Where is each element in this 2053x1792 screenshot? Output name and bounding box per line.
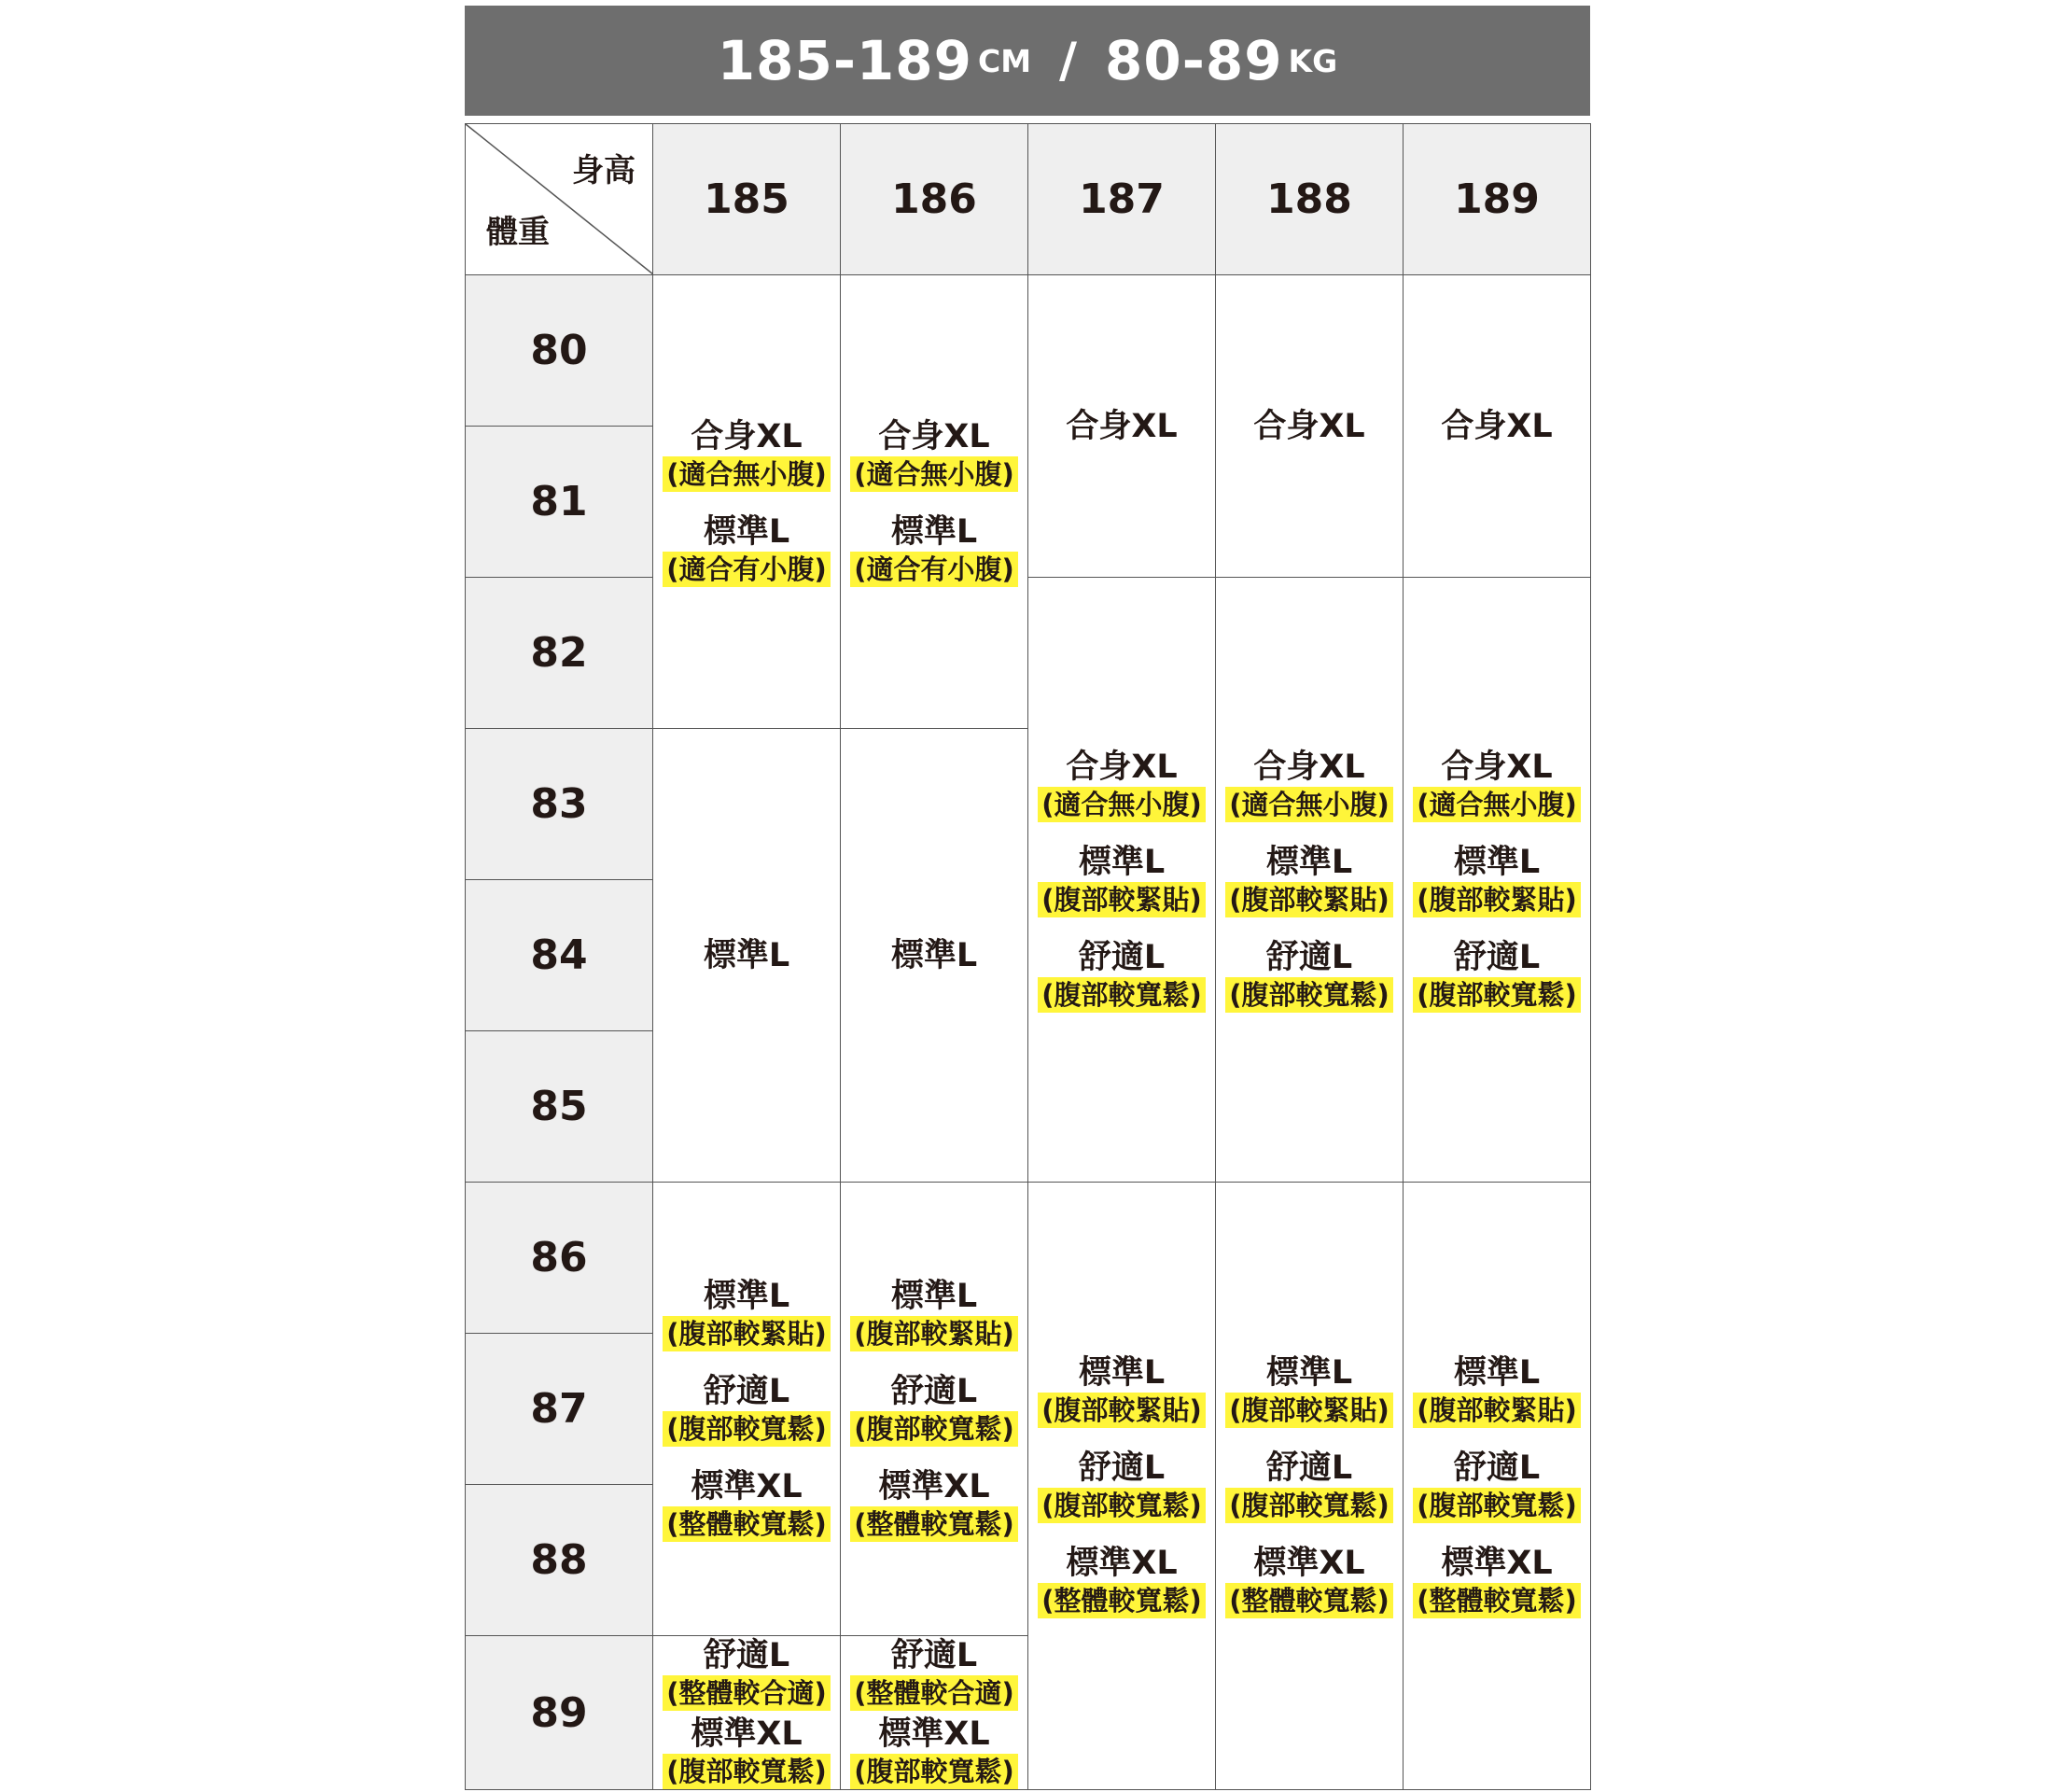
size-recommendation <box>841 1715 1027 1789</box>
size-recommendation <box>653 1277 840 1351</box>
size-recommendation <box>1216 1544 1403 1618</box>
weight-label-81: 81 <box>466 427 653 578</box>
size-name: 舒適L <box>1453 1449 1541 1487</box>
size-recommendation <box>1216 407 1403 446</box>
size-cell <box>653 1636 841 1790</box>
fit-note: (腹部較寬鬆) <box>663 1754 831 1789</box>
size-name: 舒適L <box>1265 938 1353 976</box>
table-header-row <box>466 124 1591 275</box>
size-cell <box>1404 1183 1591 1790</box>
fit-note: (腹部較寬鬆) <box>1038 977 1206 1013</box>
size-name: 舒適L <box>703 1372 790 1410</box>
size-recommendation <box>841 1372 1027 1447</box>
weight-label-88: 88 <box>466 1485 653 1636</box>
fit-note: (適合無小腹) <box>1038 787 1206 822</box>
weight-label-85: 85 <box>466 1031 653 1183</box>
fit-note: (腹部較緊貼) <box>1038 1393 1206 1428</box>
fit-note: (腹部較寬鬆) <box>1038 1488 1206 1523</box>
fit-note: (整體較寬鬆) <box>1413 1583 1581 1618</box>
size-recommendation <box>841 1277 1027 1351</box>
weight-label-87: 87 <box>466 1334 653 1485</box>
size-name: 標準L <box>1453 843 1541 881</box>
fit-note: (適合無小腹) <box>850 456 1018 492</box>
size-cell <box>1216 275 1404 578</box>
corner-cell <box>466 124 653 275</box>
height-header-187: 187 <box>1028 124 1216 275</box>
size-recommendation <box>653 512 840 587</box>
table-row <box>466 1183 1591 1334</box>
size-recommendation <box>1404 748 1590 822</box>
weight-label-89: 89 <box>466 1636 653 1790</box>
fit-note: (適合有小腹) <box>850 552 1018 587</box>
fit-note: (適合無小腹) <box>1225 787 1393 822</box>
size-name: 標準XL <box>1441 1545 1553 1582</box>
size-recommendation <box>653 1467 840 1542</box>
size-name: 標準L <box>1265 1354 1353 1392</box>
size-recommendation <box>1216 843 1403 917</box>
height-header-185: 185 <box>653 124 841 275</box>
size-cell <box>841 1183 1028 1636</box>
size-cell <box>653 729 841 1183</box>
size-name: 標準L <box>1265 843 1353 881</box>
weight-range: 80-89 <box>1105 29 1283 92</box>
size-name: 舒適L <box>890 1372 978 1410</box>
weight-label-82: 82 <box>466 578 653 729</box>
size-cell <box>1216 1183 1404 1790</box>
size-name: 舒適L <box>703 1637 790 1674</box>
size-name: 標準L <box>703 1277 790 1315</box>
fit-note: (腹部較寬鬆) <box>663 1411 831 1447</box>
size-recommendation <box>1404 407 1590 446</box>
fit-note: (腹部較緊貼) <box>663 1316 831 1351</box>
fit-note: (腹部較緊貼) <box>1413 882 1581 917</box>
size-cell <box>841 729 1028 1183</box>
size-name: 標準L <box>1453 1354 1541 1392</box>
size-recommendation <box>1216 1353 1403 1428</box>
size-name: 合身XL <box>1441 748 1553 786</box>
weight-label-84: 84 <box>466 880 653 1031</box>
size-recommendation <box>653 1372 840 1447</box>
size-name: 標準L <box>890 512 978 551</box>
size-cell <box>841 275 1028 729</box>
size-name: 標準XL <box>878 1715 990 1753</box>
size-name: 標準XL <box>691 1715 803 1753</box>
size-cell <box>1404 275 1591 578</box>
fit-note: (腹部較寬鬆) <box>850 1754 1018 1789</box>
size-recommendation <box>1028 843 1215 917</box>
size-name: 標準L <box>703 512 790 551</box>
height-range: 185-189 <box>717 29 972 92</box>
size-recommendation <box>841 936 1027 975</box>
fit-note: (適合有小腹) <box>663 552 831 587</box>
size-cell <box>1028 275 1216 578</box>
size-cell <box>841 1636 1028 1790</box>
size-name: 舒適L <box>1078 938 1166 976</box>
size-name: 舒適L <box>1265 1449 1353 1487</box>
fit-note: (整體較合適) <box>850 1675 1018 1711</box>
size-recommendation <box>841 512 1027 587</box>
fit-note: (整體較寬鬆) <box>850 1506 1018 1542</box>
fit-note: (整體較合適) <box>663 1675 831 1711</box>
size-name: 舒適L <box>1453 938 1541 976</box>
size-name: 舒適L <box>890 1637 978 1674</box>
fit-note: (腹部較寬鬆) <box>1413 1488 1581 1523</box>
fit-note: (整體較寬鬆) <box>1225 1583 1393 1618</box>
fit-note: (整體較寬鬆) <box>663 1506 831 1542</box>
fit-note: (適合無小腹) <box>1413 787 1581 822</box>
size-name: 合身XL <box>1253 748 1365 786</box>
size-recommendation <box>1028 1449 1215 1523</box>
size-recommendation <box>653 1715 840 1789</box>
height-header-188: 188 <box>1216 124 1404 275</box>
fit-note: (腹部較緊貼) <box>1225 882 1393 917</box>
size-name: 合身XL <box>1253 407 1365 445</box>
weight-label-80: 80 <box>466 275 653 427</box>
size-recommendation <box>1404 938 1590 1013</box>
fit-note: (整體較寬鬆) <box>1038 1583 1206 1618</box>
size-name: 合身XL <box>1066 748 1178 786</box>
height-unit: CM <box>977 42 1032 79</box>
size-cell <box>1028 1183 1216 1790</box>
size-recommendation <box>653 1636 840 1711</box>
size-recommendation <box>841 417 1027 492</box>
fit-note: (腹部較緊貼) <box>1225 1393 1393 1428</box>
size-cell <box>1216 578 1404 1183</box>
size-name: 合身XL <box>691 417 803 455</box>
height-axis-label: 身高 <box>572 152 635 189</box>
table-row <box>466 275 1591 427</box>
fit-note: (腹部較寬鬆) <box>1225 1488 1393 1523</box>
size-name: 標準L <box>1078 843 1166 881</box>
size-name: 標準L <box>703 936 790 974</box>
size-name: 標準XL <box>691 1467 803 1505</box>
size-name: 合身XL <box>1441 407 1553 445</box>
size-cell <box>653 1183 841 1636</box>
size-cell <box>1028 578 1216 1183</box>
size-name: 標準L <box>1078 1354 1166 1392</box>
size-name: 標準L <box>890 1277 978 1315</box>
weight-axis-label: 體重 <box>486 214 550 251</box>
size-recommendation <box>1028 1353 1215 1428</box>
weight-unit: KG <box>1288 42 1338 79</box>
size-recommendation <box>1028 938 1215 1013</box>
size-name: 合身XL <box>878 417 990 455</box>
fit-note: (腹部較緊貼) <box>1413 1393 1581 1428</box>
fit-note: (腹部較寬鬆) <box>1225 977 1393 1013</box>
fit-note: (腹部較緊貼) <box>1038 882 1206 917</box>
size-name: 合身XL <box>1066 407 1178 445</box>
size-recommendation <box>1404 1544 1590 1618</box>
fit-note: (腹部較寬鬆) <box>850 1411 1018 1447</box>
table-row <box>466 578 1591 729</box>
size-recommendation <box>1216 1449 1403 1523</box>
size-recommendation <box>1216 748 1403 822</box>
size-cell <box>1404 578 1591 1183</box>
fit-note: (腹部較寬鬆) <box>1413 977 1581 1013</box>
height-header-189: 189 <box>1404 124 1591 275</box>
chart-header <box>465 6 1590 116</box>
weight-label-86: 86 <box>466 1183 653 1334</box>
size-recommendation <box>1404 1449 1590 1523</box>
fit-note: (適合無小腹) <box>663 456 831 492</box>
size-recommendation <box>1216 938 1403 1013</box>
size-recommendation <box>1028 1544 1215 1618</box>
size-recommendation <box>841 1467 1027 1542</box>
size-name: 標準XL <box>878 1467 990 1505</box>
size-recommendation <box>1028 407 1215 446</box>
size-name: 標準L <box>890 936 978 974</box>
size-chart-table <box>465 123 1591 1790</box>
size-recommendation <box>1404 1353 1590 1428</box>
size-name: 標準XL <box>1066 1545 1178 1582</box>
size-recommendation <box>841 1636 1027 1711</box>
size-recommendation <box>1404 843 1590 917</box>
size-name: 標準XL <box>1253 1545 1365 1582</box>
size-recommendation <box>653 936 840 975</box>
fit-note: (腹部較緊貼) <box>850 1316 1018 1351</box>
size-cell <box>653 275 841 729</box>
height-header-186: 186 <box>841 124 1028 275</box>
header-separator: / <box>1059 33 1078 89</box>
size-name: 舒適L <box>1078 1449 1166 1487</box>
size-recommendation <box>653 417 840 492</box>
weight-label-83: 83 <box>466 729 653 880</box>
size-recommendation <box>1028 748 1215 822</box>
